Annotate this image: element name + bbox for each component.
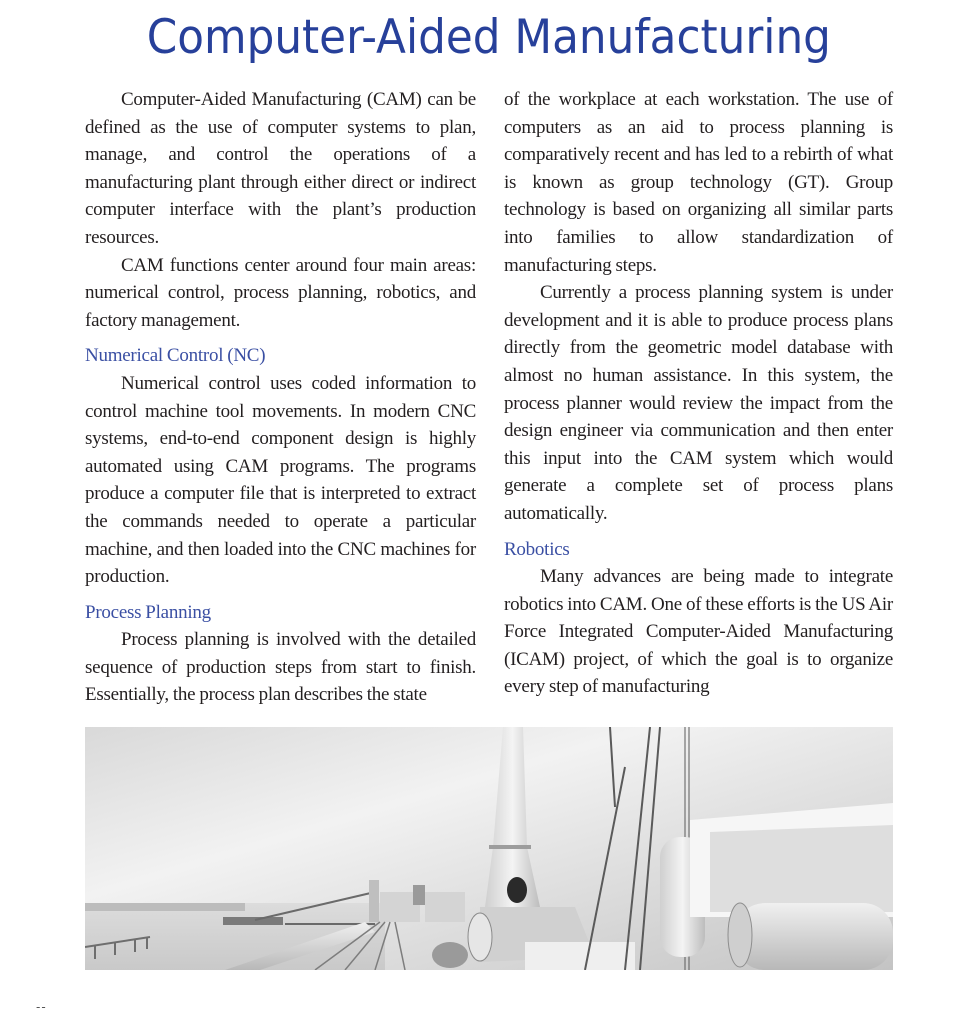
text-columns [85,86,893,709]
industrial-plant-photo [85,727,893,970]
left-column [85,86,476,709]
photo-large-pipe [728,903,893,970]
process-planning-paragraph: Process planning is involved with the detailed sequence of production steps from start to finish. Essentially, the process plan describes the state [85,629,476,706]
right-column [504,86,893,701]
section-heading-numerical-control: Numerical Control (NC) [85,345,266,367]
page-mark: -- [36,1000,47,1015]
process-planning-system-paragraph: Currently a process planning system is under development and it is able to produce process plans directly from the geometric model database with almost no human assistance. In this system, the process planner would review the impact from the design engineer via communication and then enter this input into the CAM system which would generate a complete set of process plans automatically. [504,282,893,524]
section-heading-robotics: Robotics [504,538,570,560]
page-title: Computer-Aided Manufacturing [146,10,831,65]
process-planning-paragraph-continued: of the workplace at each workstation. The use of computers as an aid to process planning is comparatively recent and has led to a rebirth of what is known as group technology (GT). Group technology is based on organizing all similar parts into families to allow standardization of manufacturing steps. [504,89,893,276]
section-heading-process-planning: Process Planning [85,601,211,623]
photo-building [690,803,893,917]
intro-paragraph: Computer-Aided Manufacturing (CAM) can be defined as the use of computer systems to plan, manage, and control the operations of a manufacturing plant through either direct or indirect computer interface with the plant’s production resources. [85,89,476,248]
robotics-paragraph: Many advances are being made to integrate robotics into CAM. One of these efforts is the US Air Force Integrated Computer-Aided Manufacturing (ICAM) project, of which the goal is to organize every step of manufacturing [504,566,893,698]
numerical-control-paragraph: Numerical control uses coded information to control machine tool movements. In modern CNC systems, end-to-end component design is highly automated using CAM programs. The programs produce a computer file that is interpreted to extract the commands needed to operate a particular machine, and then loaded into the CNC machines for production. [85,372,476,588]
page-title-block [0,0,977,74]
cam-functions-paragraph: CAM functions center around four main areas: numerical control, process planning, robotics, and factory management. [85,254,476,331]
